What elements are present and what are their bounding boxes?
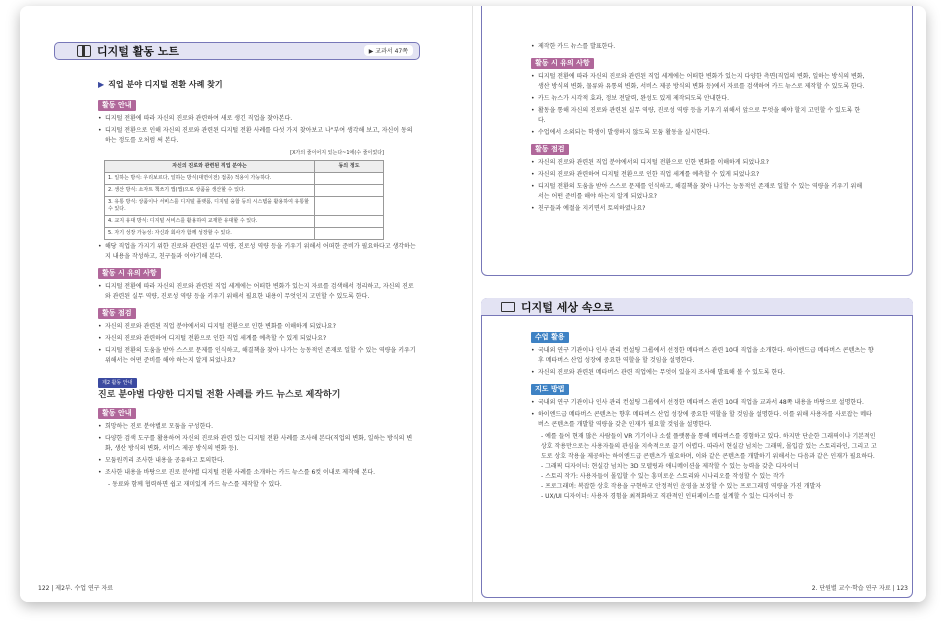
triangle-icon: ▶ xyxy=(98,80,105,89)
list-item: • 디지털 전환으로 인해 자신의 진로와 관련된 디지털 전환 사례를 다섯 가지 찾아보고 나"부여 생각해 보고, 자신이 동의하는 정도를 오처럼 써 본다. xyxy=(98,126,418,146)
list-item: • 디지털 전환에 따라 자신의 진로와 관련하여 새로 생긴 직업을 찾아본다. xyxy=(98,114,418,124)
method-sub: - 스토리 작가: 사용자들이 몰입할 수 있는 흥미로운 스토리와 시나리오를 작성할 수 있는 작가 xyxy=(541,473,785,480)
list-item: • 디지털 전환의 도움을 받아 스스로 문제를 인식하고, 해결책을 찾아 나가는 능동적인 존재로 일할 수 있는 역량을 키우기 위해서는 어떤 준비를 해야 하는지 알게 되었나요? xyxy=(98,346,418,366)
guide-list xyxy=(98,114,418,146)
list-item: • 국내외 연구 기관이나 인사 관리 컨설팅 그룹에서 선정한 메타버스 관련 10대 직업을 소개한다. 하이엔드급 메타버스 콘텐츠는 향후 메타버스 산업 성장에 중요한 역할을 할 것임을 설명한다. xyxy=(531,346,877,366)
list-item: • 다양한 검색 도구를 활용하여 자신의 진로와 관련 있는 디지털 전환 사례를 조사해 본다(직업의 변화, 일하는 방식의 변화, 생산 방식의 변화, 서비스 제공 방식의 변화 등). xyxy=(98,434,418,454)
after-table-list xyxy=(98,242,418,262)
right-top-content xyxy=(531,42,867,216)
activity2-title: 진로 분야별 다양한 디지털 전환 사례를 카드 뉴스로 제작하기 xyxy=(98,390,341,400)
list-item: • 제작한 카드 뉴스를 발표한다. xyxy=(531,42,867,52)
activity2-tag: 제2 활동 안내 xyxy=(98,378,137,388)
table-row: 1. 일하는 방식: 우리보르다, 일하는 방식(대면이전) 접종) 적용이 가능하다. xyxy=(105,173,384,185)
check-list xyxy=(98,322,418,366)
list-item: • 디지털 전환에 따라 자신의 진로와 관련된 직업 세계에는 어떠한 변화가 있는지 다양한 측면(직업의 변화, 일하는 방식의 변화, 생산 방식의 변화, 물류와 유통의 변화, 서비스 제공 방식의 변화 등)에서 자료를 검색하여 카드 뉴스로 제작할 수 있도록 한다. xyxy=(531,72,867,92)
table-row: 3. 유통 방식: 상품이나 서비스를 디지털 플랫폼, 디지털 융합 등의 시스템을 활용하여 유통할 수 있다. xyxy=(105,197,384,216)
list-item: • 자신의 진로와 관련된 직업 분야에서의 디지털 전환으로 인한 변화를 이해하게 되었나요? xyxy=(531,158,867,168)
method-sub: - 프로그래머: 복잡한 상호 작용을 구현하고 안정적인 운영을 보장할 수 있는 프로그래밍 역량을 가진 개발자 xyxy=(541,483,822,490)
method-sub: - 예를 들어 현재 많은 사람들이 VR 기기이나 소셜 플랫폼을 통해 메타버스를 경험하고 있다. 하지만 단순한 그래픽이나 기본적인 상호 작용만으로는 사용자들의 관심을 지속적으로 끌기 어렵다. 따라서 현실감 넘치는 그래픽, 몰입감 있는 스토리라인, 그리고 고도로 상호 작용을 제공하는 하이엔드급 콘텐츠가 필요하며, 이와 같은 콘텐츠를 개발하기 위해서는 다음과 같은 인재가 필요하다. xyxy=(541,433,877,460)
right-page xyxy=(473,6,926,602)
list-item: • 희망하는 진로 분야별로 모둠을 구성한다. xyxy=(98,422,418,432)
list-item: • 카드 뉴스가 시각적 효과, 정보 전달력, 완성도 있게 제작되도록 안내한다. xyxy=(531,94,867,104)
guide2-list xyxy=(98,422,418,478)
method-sub: - 그래픽 디자이너: 현실감 넘치는 3D 모델링과 애니메이션을 제작할 수 있는 능력을 갖춘 디자이너 xyxy=(541,463,799,470)
monitor-icon xyxy=(501,302,515,312)
activity1-heading: ▶ 직업 분야 디지털 전환 사례 찾기 xyxy=(98,80,223,89)
list-item: • 디지털 전환의 도움을 받아 스스로 문제를 인식하고, 해결책을 찾아 나가는 능동적인 존재로 일할 수 있는 역량을 키우기 위해서는 어떤 준비를 해야 하는지 알게 되었나요? xyxy=(531,182,867,202)
left-content xyxy=(98,74,418,490)
list-item: • 국내외 연구 기관이나 인사 관리 컨설팅 그룹에서 선정한 메타버스 관련 10대 직업을 교과서 48쪽 내용을 바탕으로 설명한다. xyxy=(531,398,877,408)
method-list xyxy=(531,398,877,430)
table-header: 자신의 진로와 관련된 직업 분야는 xyxy=(105,161,315,173)
check-label: 활동 점검 xyxy=(531,144,569,155)
purpose-label: 수업 활용 xyxy=(531,332,569,343)
table-note: [X가의 줄이어지 있는다~1에(수 줄이었다] xyxy=(290,150,384,156)
caution-label: 활동 시 유의 사항 xyxy=(98,268,161,279)
list-item: • 활동을 통해 자신의 진로와 관련된 실무 역량, 진로성 역량 등을 키우기 위해서 앞으로 무엇을 해야 할지 고민할 수 있도록 한다. xyxy=(531,106,867,126)
list-item: • 수업에서 소외되는 학생이 발생하지 않도록 모둠 활동을 실시한다. xyxy=(531,128,867,138)
list-item: • 자신의 진로와 관련하여 디지털 전환으로 인한 직업 세계를 예측할 수 있게 되었나요? xyxy=(531,170,867,180)
list-item: • 하이엔드급 메타버스 콘텐츠는 향후 메타버스 산업 성장에 중요한 역할을 할 것임을 설명한다. 이를 위해 사용자를 사로잡는 메타버스 콘텐츠를 개발할 역량을 갖춘 인재가 필요할 것임을 설명한다. xyxy=(531,410,877,430)
book-spread xyxy=(20,6,926,602)
table-header: 동의 정도 xyxy=(315,161,384,173)
caution-list xyxy=(98,282,418,302)
check-list xyxy=(531,158,867,214)
list-item: • 디지털 전환에 따라 자신의 진로와 관련된 직업 세계에는 어떠한 변화가 있는지 자료를 검색해서 정리하고, 자신의 진로와 관련된 실무 역량, 진로성 역량 등을 키우기 위해서 필요한 내용이 무엇인지 고민할 수 있도록 한다. xyxy=(98,282,418,302)
list-item: • 모둠원끼리 조사한 내용을 공유하고 토의한다. xyxy=(98,456,418,466)
top-list xyxy=(531,42,867,52)
check-label: 활동 점검 xyxy=(98,308,136,319)
list-item: • 자신의 진로와 관련된 메타버스 관련 직업에는 무엇이 있을지 조사해 발표해 볼 수 있도록 한다. xyxy=(531,368,877,378)
caution-label: 활동 시 유의 사항 xyxy=(531,58,594,69)
agreement-table xyxy=(104,160,384,240)
table-row: 5. 자기 성장 가능성: 자신과 회사가 함께 성장할 수 있다. xyxy=(105,228,384,240)
table-row: 4. 교지 유대 방식: 디지털 서비스를 활용하여 교재한 유대할 수 있다. xyxy=(105,216,384,228)
note-title: 디지털 활동 노트 xyxy=(97,45,180,58)
method-sub: - UX/UI 디자이너: 사용자 경험을 최적화하고 직관적인 인터페이스를 설계할 수 있는 디자이너 등 xyxy=(541,493,794,500)
list-item: • 해당 직업을 가지기 위한 진로와 관련된 실무 역량, 진로성 역량 등을 키우기 위해서 어떠한 준비가 필요하다고 생각하는지 내용을 작성하고, 친구들과 이야기해 본다. xyxy=(98,242,418,262)
digital-title: 디지털 세상 속으로 xyxy=(521,300,614,314)
left-footer: 122 | 제2부. 수업 연구 자료 xyxy=(38,585,114,592)
list-item: • 자신의 진로와 관련하여 디지털 전환으로 인한 직업 세계를 예측할 수 있게 되었나요? xyxy=(98,334,418,344)
list-item: • 친구들과 예절을 지키면서 토의하였나요? xyxy=(531,204,867,214)
textbook-reference: ▶ 교과서 47쪽 xyxy=(364,45,413,56)
caution-list xyxy=(531,72,867,138)
right-footer: 2. 단원별 교수·학습 연구 자료 | 123 xyxy=(811,585,908,592)
guide2-label: 활동 안내 xyxy=(98,408,136,419)
method-label: 지도 방법 xyxy=(531,384,569,395)
note-title-bar xyxy=(54,42,420,60)
table-row: 2. 생산 방식: 소자트 책쓰기 앱(앱)으로 상품을 생산할 수 있다. xyxy=(105,185,384,197)
digital-content xyxy=(531,328,877,502)
notebook-icon xyxy=(77,45,91,57)
guide-label: 활동 안내 xyxy=(98,100,136,111)
left-page xyxy=(20,6,473,602)
digital-title-bar xyxy=(481,298,913,316)
guide2-sub: - 동료와 함께 협력하면 쉽고 재미있게 카드 뉴스를 제작할 수 있다. xyxy=(108,481,282,488)
purpose-list xyxy=(531,346,877,378)
list-item: • 조사한 내용을 바탕으로 진로 분야별 디지털 전환 사례를 소개하는 카드 뉴스를 6컷 이내로 제작해 본다. xyxy=(98,468,418,478)
list-item: • 자신의 진로와 관련된 직업 분야에서의 디지털 전환으로 인한 변화를 이해하게 되었나요? xyxy=(98,322,418,332)
